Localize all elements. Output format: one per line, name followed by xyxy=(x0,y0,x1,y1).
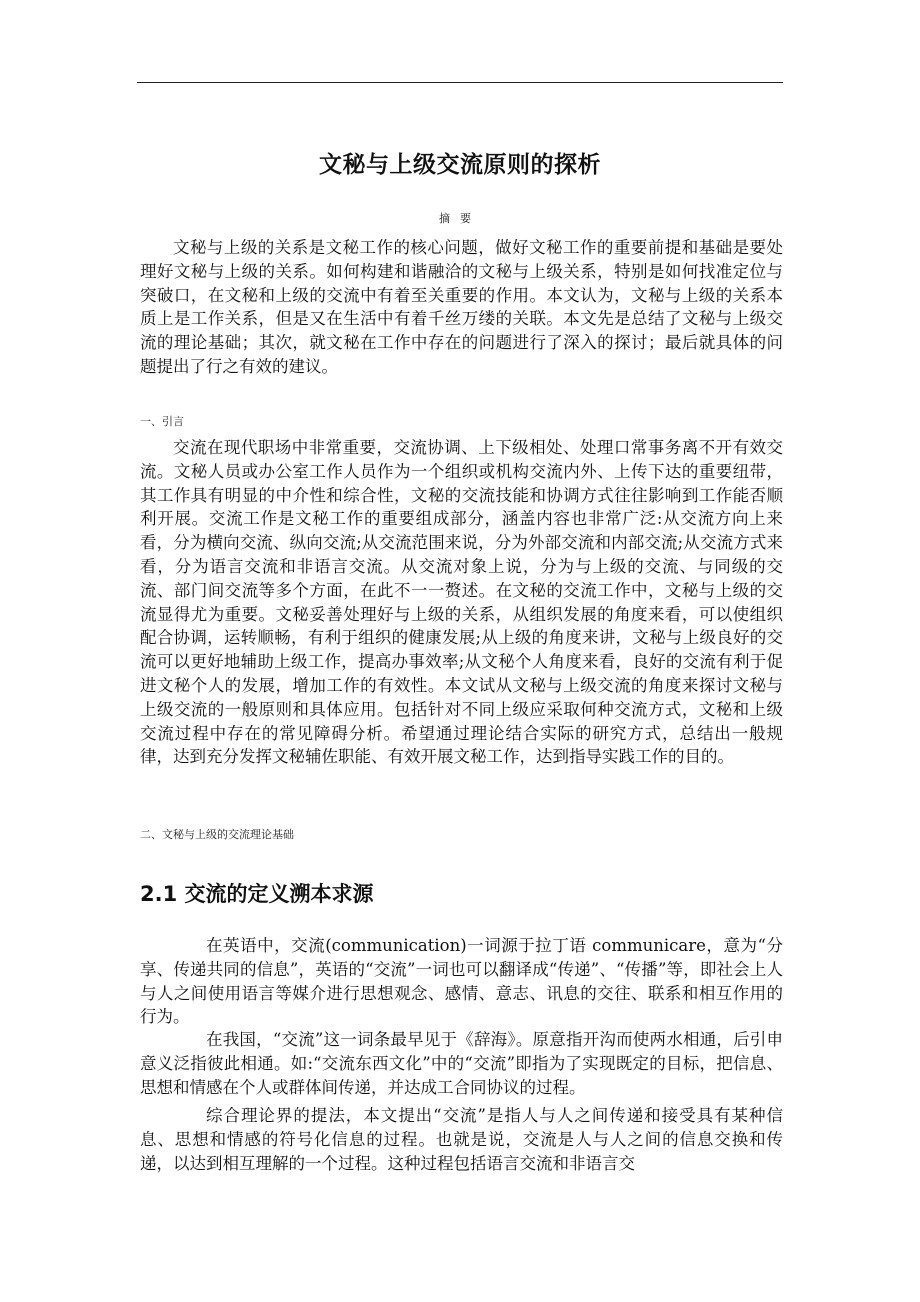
section-heading-theory: 二、文秘与上级的交流理论基础 xyxy=(140,828,294,841)
abstract-paragraph: 文秘与上级的关系是文秘工作的核心问题，做好文秘工作的重要前提和基础是要处理好文秘与上级的关系。如何构建和谐融洽的文秘与上级关系，特别是如何找准定位与突破口，在文秘和上级的交流中有着至关重要的作用。本文认为，文秘与上级的关系本质上是工作关系，但是又在生活中有着千丝万缕的关联。本文先是总结了文秘与上级交流的理论基础；其次，就文秘在工作中存在的问题进行了深入的探讨；最后就具体的问题提出了行之有效的建议。 xyxy=(140,238,783,376)
subsection-paragraph: 综合理论界的提法，本文提出“交流”是指人与人之间传递和接受具有某种信息、思想和情感的符号化信息的过程。也就是说，交流是人与人之间的信息交换和传递，以达到相互理解的一个过程。这种过程包括语言交流和非语言交 xyxy=(140,1106,783,1173)
abstract-heading: 摘要 xyxy=(439,212,481,225)
subsection-heading-2-1: 2.1 交流的定义溯本求源 xyxy=(140,882,374,906)
document-title: 文秘与上级交流原则的探析 xyxy=(319,152,601,178)
subsection-paragraph: 在我国，“交流”这一词条最早见于《辞海》。原意指开沟而使两水相通，后引申意义泛指彼此相通。如:“交流东西文化”中的“交流”即指为了实现既定的目标，把信息、思想和情感在个人或群体间传递，并达成工合同协议的过程。 xyxy=(140,1030,783,1097)
introduction-paragraph: 交流在现代职场中非常重要，交流协调、上下级相处、处理口常事务离不开有效交流。文秘人员或办公室工作人员作为一个组织或机构交流内外、上传下达的重要纽带，其工作具有明显的中介性和综合性，文秘的交流技能和协调方式往往影响到工作能否顺利开展。交流工作是文秘工作的重要组成部分，涵盖内容也非常广泛:从交流方向上来看，分为横向交流、纵向交流;从交流范围来说，分为外部交流和内部交流;从交流方式来看，分为语言交流和非语言交流。从交流对象上说，分为与上级的交流、与同级的交流、部门间交流等多个方面，在此不一一赘述。在文秘的交流工作中，文秘与上级的交流显得尤为重要。文秘妥善处理好与上级的关系，从组织发展的角度来看，可以使组织配合协调，运转顺畅，有利于组织的健康发展;从上级的角度来讲，文秘与上级良好的交流可以更好地辅助上级工作，提高办事效率;从文秘个人角度来看，良好的交流有利于促进文秘个人的发展，增加工作的有效性。本文试从文秘与上级交流的角度来探讨文秘与上级交流的一般原则和具体应用。包括针对不同上级应采取何种交流方式，文秘和上级交流过程中存在的常见障碍分析。希望通过理论结合实际的研究方式，总结出一般规律，达到充分发挥文秘辅佐职能、有效开展文秘工作，达到指导实践工作的目的。 xyxy=(140,438,783,767)
subsection-paragraph: 在英语中，交流(communication)一词源于拉丁语 communicare，意为“分享、传递共同的信息”，英语的“交流”一词也可以翻译成“传递”、“传播”等，即社会上人与人之间使用语言等媒介进行思想观念、感情、意志、讯息的交往、联系和相互作用的行为。 xyxy=(140,936,783,1027)
section-heading-introduction: 一、引言 xyxy=(140,415,184,428)
header-rule xyxy=(137,82,783,83)
